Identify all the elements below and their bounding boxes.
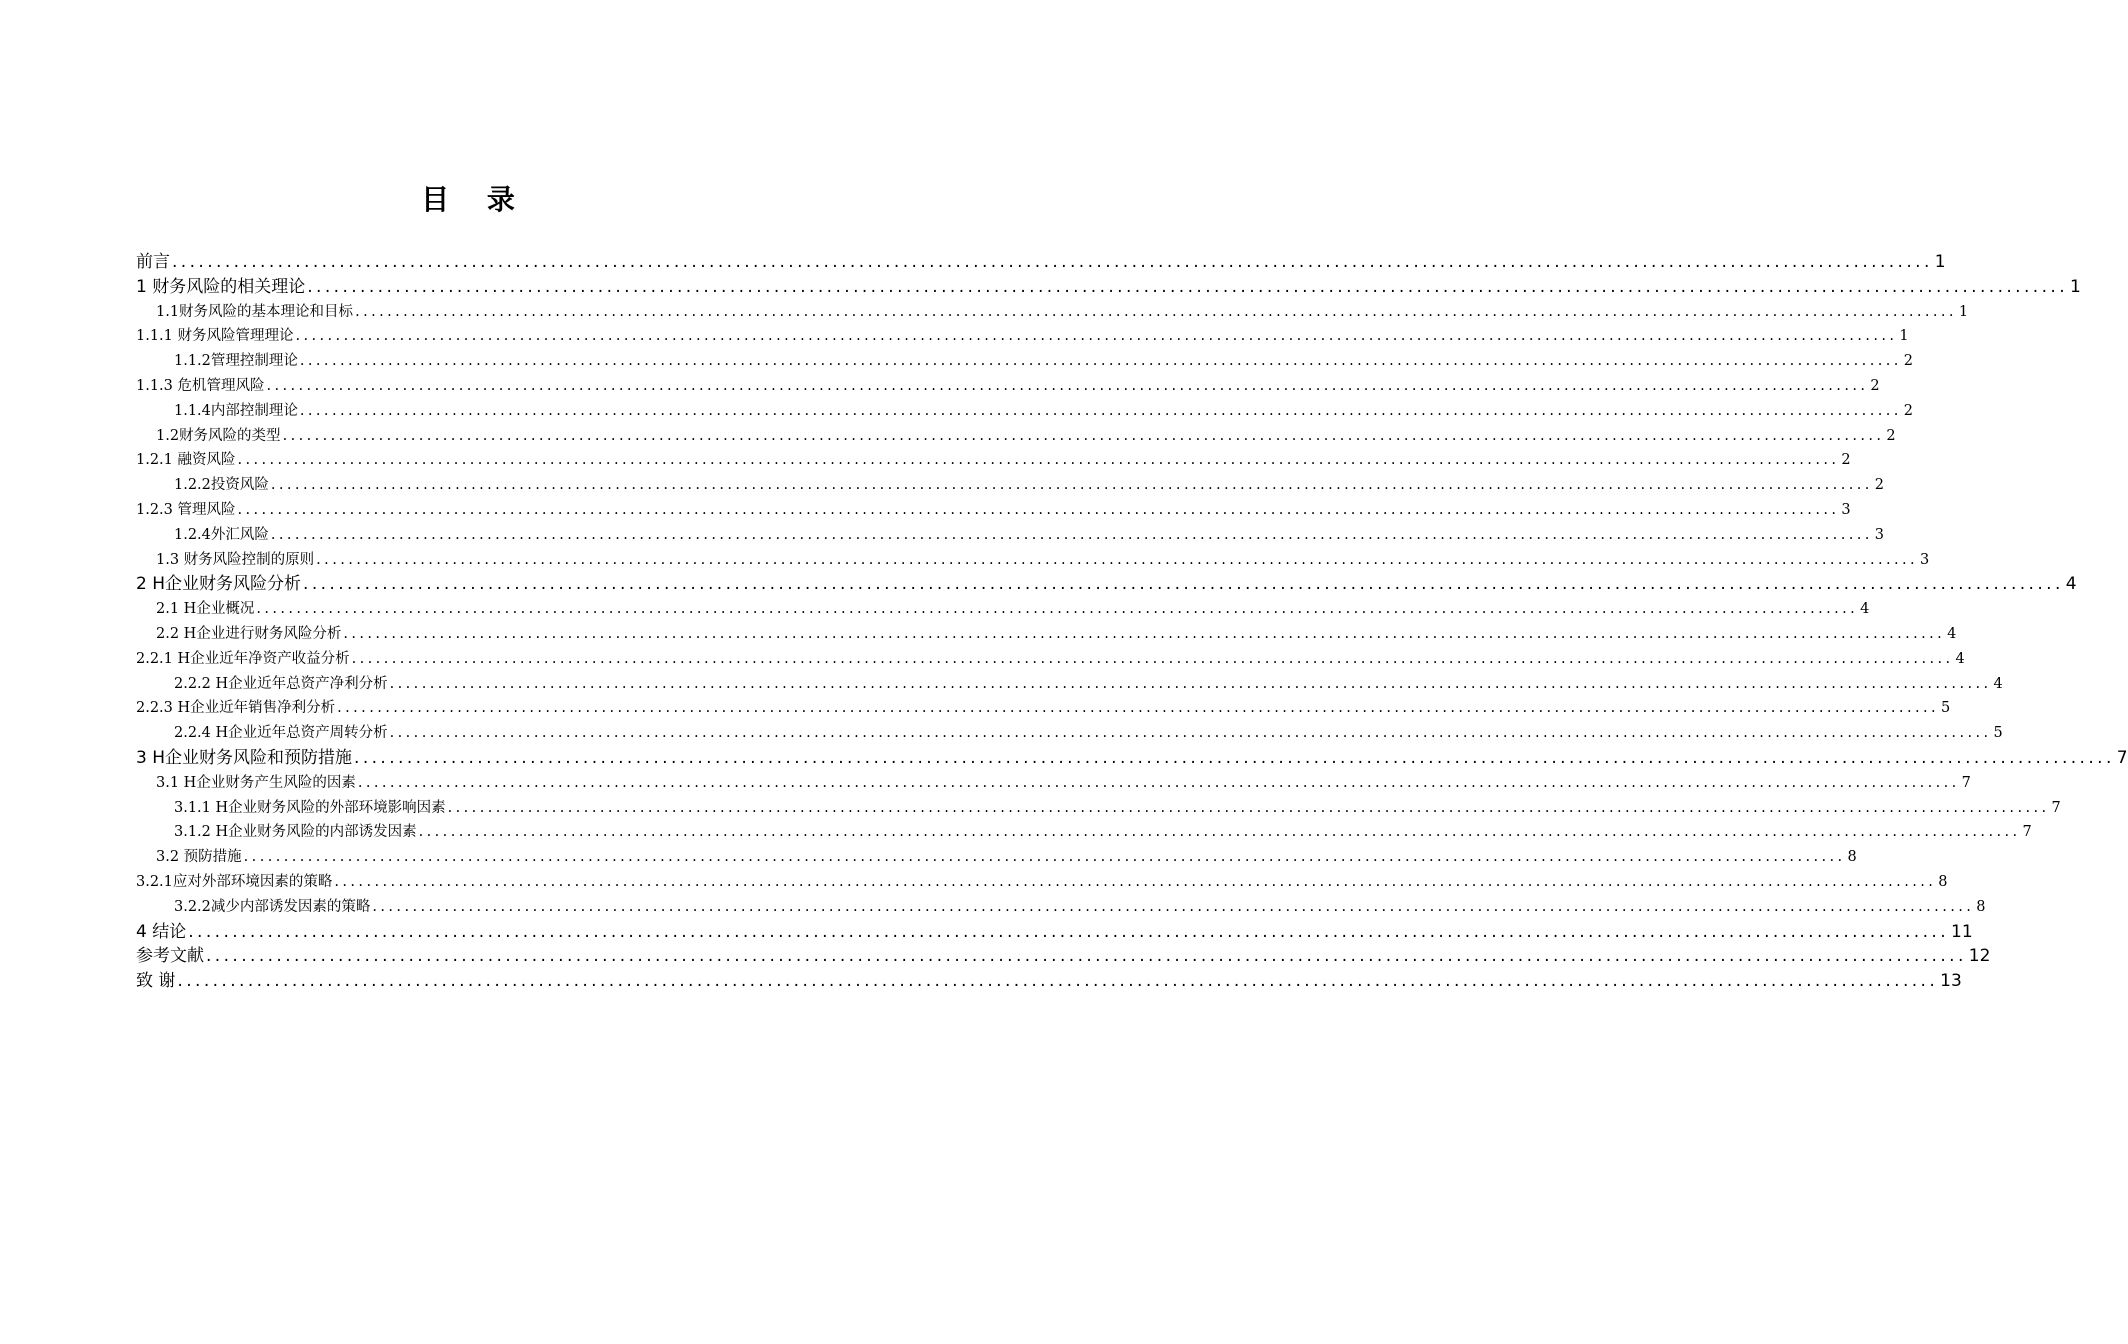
toc-entry[interactable]: 2.1 H企业概况 ........................................................................................................................................................................................................ 4 — [136, 597, 800, 622]
toc-entry[interactable]: 1.2.2投资风险 ........................................................................................................................................................................................................ 2 — [136, 473, 800, 498]
toc-entry[interactable]: 1.2财务风险的类型 ........................................................................................................................................................................................................ 2 — [136, 424, 800, 449]
toc-entry[interactable]: 1.3 财务风险控制的原则 ........................................................................................................................................................................................................ 3 — [136, 548, 800, 573]
toc-entry-label: 3 H企业财务风险和预防措施 — [136, 747, 353, 768]
toc-entry-label: 4 结论 — [136, 921, 187, 942]
toc-entry-label: 2 H企业财务风险分析 — [136, 574, 302, 595]
toc-entry-page: 2 — [1874, 477, 1884, 494]
toc-entry-page: 8 — [1847, 849, 1857, 866]
toc-entry-label: 1.1.4内部控制理论 — [174, 402, 298, 419]
toc-entry[interactable]: 2 H企业财务风险分析 ........................................................................................................................................................................................................ 4 — [136, 572, 800, 597]
toc-entry-page: 2 — [1870, 377, 1880, 394]
toc-entry[interactable]: 2.2.1 H企业近年净资产收益分析 ........................................................................................................................................................................................................ 4 — [136, 647, 800, 672]
toc-entry-page: 12 — [1968, 946, 1991, 967]
toc-entry-page: 4 — [2065, 574, 2077, 595]
toc-entry[interactable]: 1.1.1 财务风险管理理论 ........................................................................................................................................................................................................ 1 — [136, 324, 800, 349]
toc-entry-page: 4 — [1955, 650, 1965, 667]
toc-entry[interactable]: 1.1.4内部控制理论 ........................................................................................................................................................................................................ 2 — [136, 399, 800, 424]
toc-entry-label: 3.1 H企业财务产生风险的因素 — [156, 774, 356, 791]
toc-entry-page: 4 — [1993, 675, 2003, 692]
toc-entry[interactable]: 1.1.2管理控制理论 ........................................................................................................................................................................................................ 2 — [136, 349, 800, 374]
toc-entry-page: 3 — [1920, 551, 1930, 568]
toc-entry[interactable]: 2.2.4 H企业近年总资产周转分析 ........................................................................................................................................................................................................ 5 — [136, 721, 800, 746]
toc-entry-label: 2.2.3 H企业近年销售净利分析 — [136, 700, 336, 717]
toc-entry-page: 1 — [1958, 303, 1969, 320]
toc-entry-label: 3.2.1应对外部环境因素的策略 — [136, 873, 333, 890]
toc-entry[interactable]: 前言 ........................................................................................................................................................................................................ 1 — [136, 250, 800, 275]
toc-entry-label: 2.2 H企业进行财务风险分析 — [156, 625, 342, 642]
toc-entry-page: 7 — [2116, 747, 2128, 768]
toc-entry-label: 1.2.2投资风险 — [174, 477, 269, 494]
toc-entry[interactable]: 1.2.3 管理风险 ........................................................................................................................................................................................................ 3 — [136, 498, 800, 523]
toc-entry[interactable]: 3.1.1 H企业财务风险的外部环境影响因素 ........................................................................................................................................................................................................ 7 — [136, 796, 800, 821]
toc-entry-label: 3.1.2 H企业财务风险的内部诱发因素 — [174, 824, 417, 841]
toc-entry[interactable]: 3.2 预防措施 ........................................................................................................................................................................................................ 8 — [136, 845, 800, 870]
toc-entry[interactable]: 2.2.3 H企业近年销售净利分析 ........................................................................................................................................................................................................ 5 — [136, 696, 800, 721]
toc-entry[interactable]: 1.1财务风险的基本理论和目标 ........................................................................................................................................................................................................ 1 — [136, 300, 800, 325]
toc-entry-label: 参考文献 — [136, 946, 204, 967]
toc-entry-page: 2 — [1903, 353, 1913, 370]
toc-entry-page: 7 — [1961, 774, 1971, 791]
toc-entry[interactable]: 4 结论 ........................................................................................................................................................................................................ 11 — [136, 920, 800, 945]
toc-entry-label: 2.1 H企业概况 — [156, 601, 255, 618]
toc-entry-page: 7 — [2022, 824, 2032, 841]
toc-entry-label: 2.2.2 H企业近年总资产净利分析 — [174, 675, 388, 692]
toc-entry-page: 1 — [1934, 252, 1946, 272]
toc-entry[interactable]: 致 谢 ........................................................................................................................................................................................................ 13 — [136, 969, 800, 994]
toc-entry-label: 1.1财务风险的基本理论和目标 — [156, 303, 354, 320]
toc-entry-page: 2 — [1903, 402, 1913, 419]
toc-entry-label: 1 财务风险的相关理论 — [136, 276, 306, 297]
toc-entry-label: 1.2.4外汇风险 — [174, 526, 269, 543]
toc-entry[interactable]: 2.2 H企业进行财务风险分析 ........................................................................................................................................................................................................ 4 — [136, 622, 800, 647]
toc-entry-page: 11 — [1951, 921, 1973, 942]
toc-entry[interactable]: 3 H企业财务风险和预防措施 ........................................................................................................................................................................................................ 7 — [136, 746, 800, 771]
toc-entry-label: 前言 — [136, 252, 170, 272]
toc-title: 目 录 — [421, 183, 529, 216]
toc-entry-page: 3 — [1841, 501, 1851, 518]
toc-entry-page: 4 — [1860, 601, 1870, 618]
toc-entry-label: 1.2.3 管理风险 — [136, 501, 236, 518]
toc-entry[interactable]: 2.2.2 H企业近年总资产净利分析 ........................................................................................................................................................................................................ 4 — [136, 672, 800, 697]
toc-entry-page: 8 — [1938, 873, 1948, 890]
toc-entry-page: 2 — [1841, 452, 1851, 469]
toc-entry-page: 13 — [1940, 971, 1962, 992]
toc-entry-label: 2.2.4 H企业近年总资产周转分析 — [174, 725, 388, 742]
toc-entry-label: 1.3 财务风险控制的原则 — [156, 551, 315, 568]
toc-entry-label: 1.2.1 融资风险 — [136, 452, 236, 469]
toc-entry[interactable]: 3.1.2 H企业财务风险的内部诱发因素 ........................................................................................................................................................................................................ 7 — [136, 820, 800, 845]
toc-entry-page: 7 — [2051, 799, 2061, 816]
toc-entry-label: 1.1.1 财务风险管理理论 — [136, 328, 294, 345]
toc-entry-label: 3.2.2减少内部诱发因素的策略 — [174, 898, 371, 915]
toc-entry-label: 3.2 预防措施 — [156, 849, 242, 866]
toc-entry-label: 1.2财务风险的类型 — [156, 427, 281, 444]
toc-entry-page: 4 — [1947, 625, 1957, 642]
table-of-contents — [136, 250, 2128, 994]
toc-entry[interactable]: 参考文献 ........................................................................................................................................................................................................ 12 — [136, 944, 800, 969]
toc-entry-page: 1 — [2070, 276, 2081, 297]
toc-entry-page: 2 — [1886, 427, 1896, 444]
toc-entry[interactable]: 3.2.2减少内部诱发因素的策略 ........................................................................................................................................................................................................ 8 — [136, 895, 800, 920]
toc-entry-page: 5 — [1993, 725, 2003, 742]
toc-entry-label: 3.1.1 H企业财务风险的外部环境影响因素 — [174, 799, 446, 816]
toc-entry-page: 3 — [1874, 526, 1884, 543]
toc-entry-page: 8 — [1976, 898, 1986, 915]
toc-entry-page: 5 — [1940, 700, 1951, 717]
toc-entry-label: 1.1.3 危机管理风险 — [136, 377, 265, 394]
toc-entry[interactable]: 1.2.1 融资风险 ........................................................................................................................................................................................................ 2 — [136, 448, 800, 473]
toc-entry[interactable]: 3.2.1应对外部环境因素的策略 ........................................................................................................................................................................................................ 8 — [136, 870, 800, 895]
toc-entry[interactable]: 1.2.4外汇风险 ........................................................................................................................................................................................................ 3 — [136, 523, 800, 548]
toc-entry[interactable]: 3.1 H企业财务产生风险的因素 ........................................................................................................................................................................................................ 7 — [136, 771, 800, 796]
toc-entry-page: 1 — [1899, 328, 1909, 345]
toc-entry-label: 2.2.1 H企业近年净资产收益分析 — [136, 650, 350, 667]
toc-entry[interactable]: 1.1.3 危机管理风险 ........................................................................................................................................................................................................ 2 — [136, 374, 800, 399]
toc-entry-label: 1.1.2管理控制理论 — [174, 353, 298, 370]
toc-entry[interactable]: 1 财务风险的相关理论 ........................................................................................................................................................................................................ 1 — [136, 275, 800, 300]
toc-entry-label: 致 谢 — [136, 971, 176, 992]
